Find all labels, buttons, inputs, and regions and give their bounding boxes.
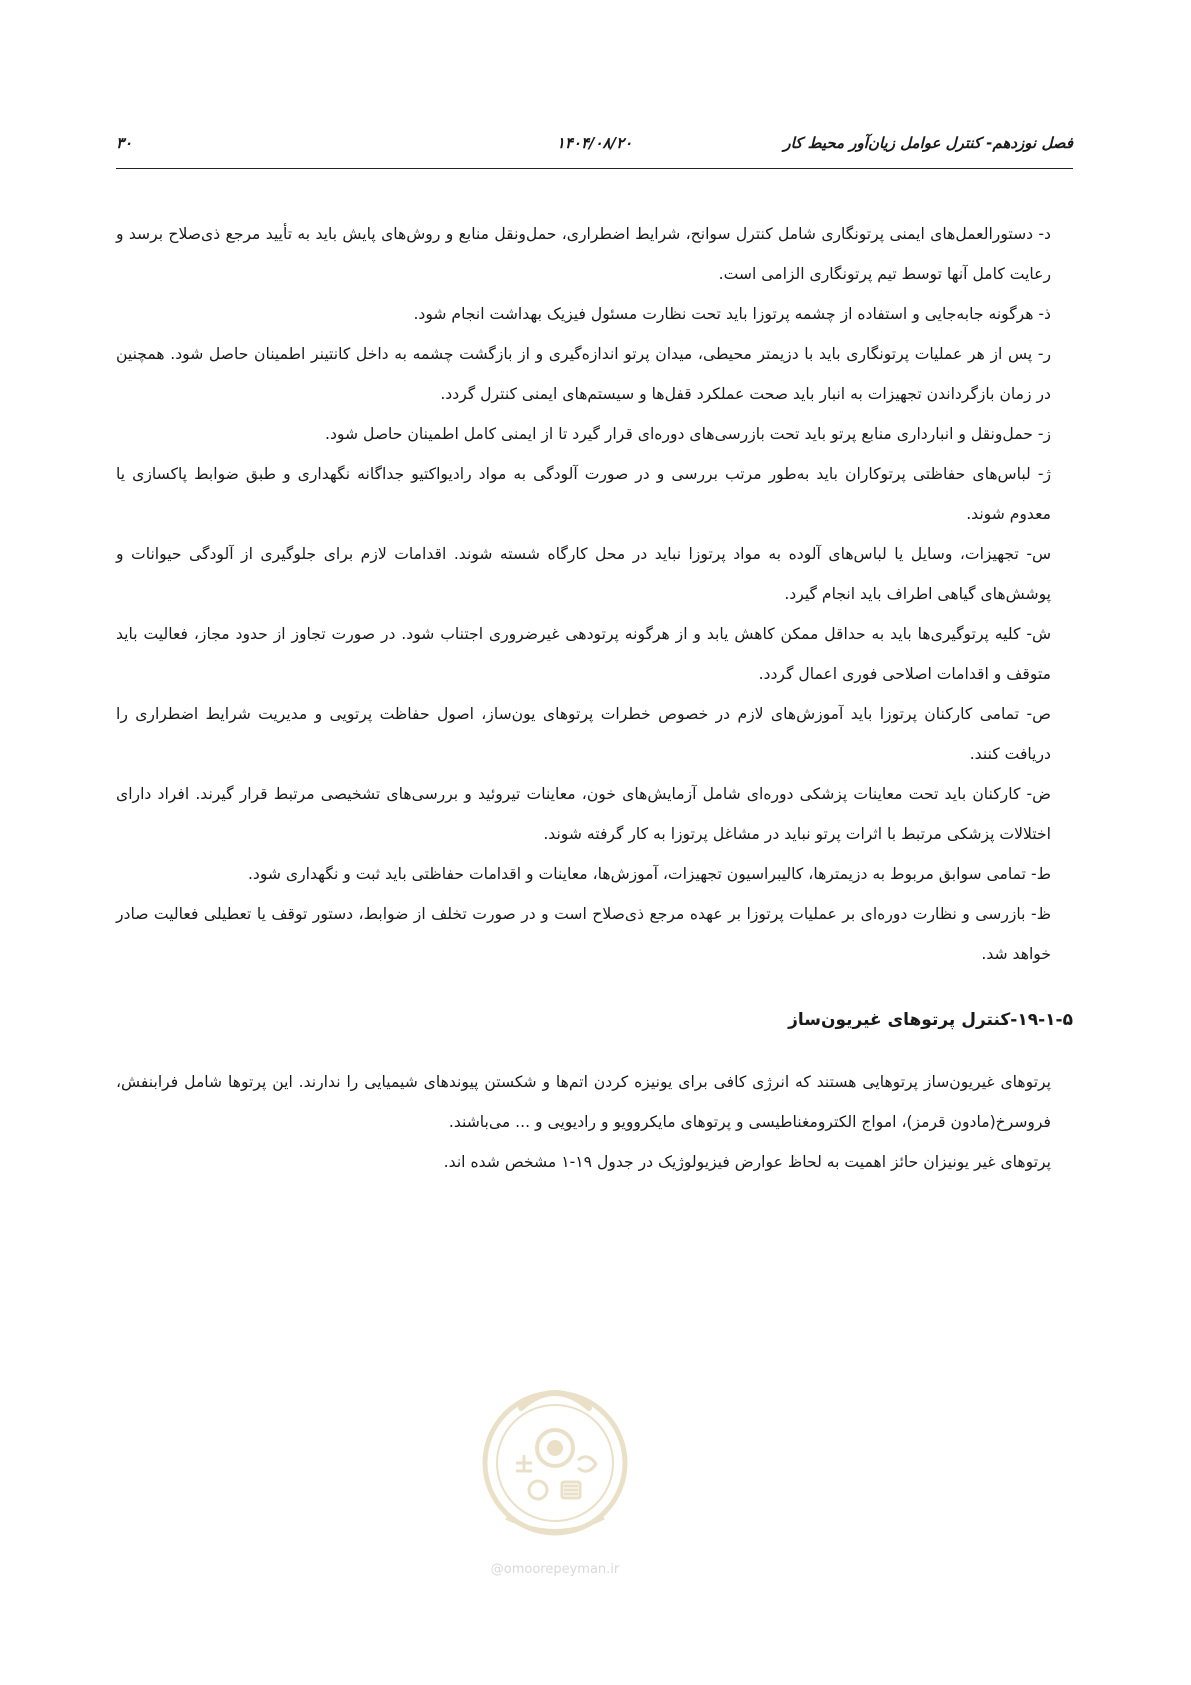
paragraph: پرتوهای غیر یونیزان حائز اهمیت به لحاظ عوارض فیزیولوژیک در جدول ۱۹-۱ مشخص شده اند.	[443, 1153, 1051, 1171]
page-header	[116, 134, 1073, 169]
paragraph: ز- حمل‌ونقل و انبارداری منابع پرتو باید تحت بازرسی‌های دوره‌ای قرار گیرد تا از ایمنی کامل اطمینان حاصل شود.	[325, 425, 1051, 443]
body-text	[116, 214, 1073, 1182]
paragraph: ض- کارکنان باید تحت معاینات پزشکی دوره‌ای شامل آزمایش‌های خون، معاینات تیروئید و بررسی‌های تشخیصی مرتبط قرار گیرند. افراد دارای اختلالات پزشکی مرتبط با اثرات پرتو نباید در مشاغل پرتوزا به کار گرفته شوند.	[116, 785, 1051, 843]
paragraph: ظ- بازرسی و نظارت دوره‌ای بر عملیات پرتوزا بر عهده مرجع ذی‌صلاح است و در صورت تخلف از ضوابط، دستور توقف یا تعطیلی فعالیت صادر خواهد شد.	[116, 905, 1051, 963]
watermark-logo	[476, 1368, 634, 1588]
chapter-title: فصل نوزدهم- کنترل عوامل زیان‌آور محیط کار	[783, 134, 1073, 152]
header-date: ۱۴۰۴/۰۸/۲۰	[556, 134, 633, 152]
paragraph: س- تجهیزات، وسایل یا لباس‌های آلوده به مواد پرتوزا نباید در محل کارگاه شسته شوند. اقدامات لازم برای جلوگیری از آلودگی حیوانات و پوشش‌های گیاهی اطراف باید انجام گیرد.	[116, 545, 1051, 603]
paragraph: ذ- هرگونه جابه‌جایی و استفاده از چشمه پرتوزا باید تحت نظارت مسئول فیزیک بهداشت انجام شود.	[413, 305, 1051, 323]
section-heading: ۱۹-۱-۵-کنترل پرتوهای غیریون‌ساز	[788, 1010, 1073, 1030]
paragraph: ص- تمامی کارکنان پرتوزا باید آموزش‌های لازم در خصوص خطرات پرتوهای یون‌ساز، اصول حفاظت پرتویی و مدیریت شرایط اضطراری را دریافت کنند.	[116, 705, 1051, 763]
paragraph: ط- تمامی سوابق مربوط به دزیمترها، کالیبراسیون تجهیزات، آموزش‌ها، معاینات و اقدامات حفاظتی باید ثبت و نگهداری شود.	[247, 865, 1051, 883]
seal-icon	[476, 1368, 634, 1554]
watermark-url: @omoorepeyman.ir	[490, 1562, 620, 1577]
paragraph: پرتوهای غیریون‌ساز پرتوهایی هستند که انرژی کافی برای یونیزه کردن اتم‌ها و شکستن پیوندهای شیمیایی را ندارند. این پرتوها شامل فرابنفش، فروسرخ(مادون قرمز)، امواج الکترومغناطیسی و پرتوهای مایکروویو و رادیویی و ... می‌باشند.	[116, 1073, 1051, 1131]
paragraph: ش- کلیه پرتوگیری‌ها باید به حداقل ممکن کاهش یابد و از هرگونه پرتودهی غیرضروری اجتناب شود. در صورت تجاوز از حدود مجاز، فعالیت باید متوقف و اقدامات اصلاحی فوری اعمال گردد.	[116, 625, 1051, 683]
page-number: ۳۰	[116, 134, 133, 152]
paragraph: د- دستورالعمل‌های ایمنی پرتونگاری شامل کنترل سوانح، شرایط اضطراری، حمل‌ونقل منابع و روش‌های پایش باید به تأیید مرجع ذی‌صلاح برسد و رعایت کامل آنها توسط تیم پرتونگاری الزامی است.	[116, 225, 1051, 283]
paragraph: ژ- لباس‌های حفاظتی پرتوکاران باید به‌طور مرتب بررسی و در صورت آلودگی به مواد رادیواکتیو جداگانه نگهداری و طبق ضوابط پاکسازی یا معدوم شوند.	[116, 465, 1051, 523]
paragraph: ر- پس از هر عملیات پرتونگاری باید با دزیمتر محیطی، میدان پرتو اندازه‌گیری و از بازگشت چشمه به داخل کانتینر اطمینان حاصل شود. همچنین در زمان بازگرداندن تجهیزات به انبار باید صحت عملکرد قفل‌ها و سیستم‌های ایمنی کنترل گردد.	[116, 345, 1051, 403]
